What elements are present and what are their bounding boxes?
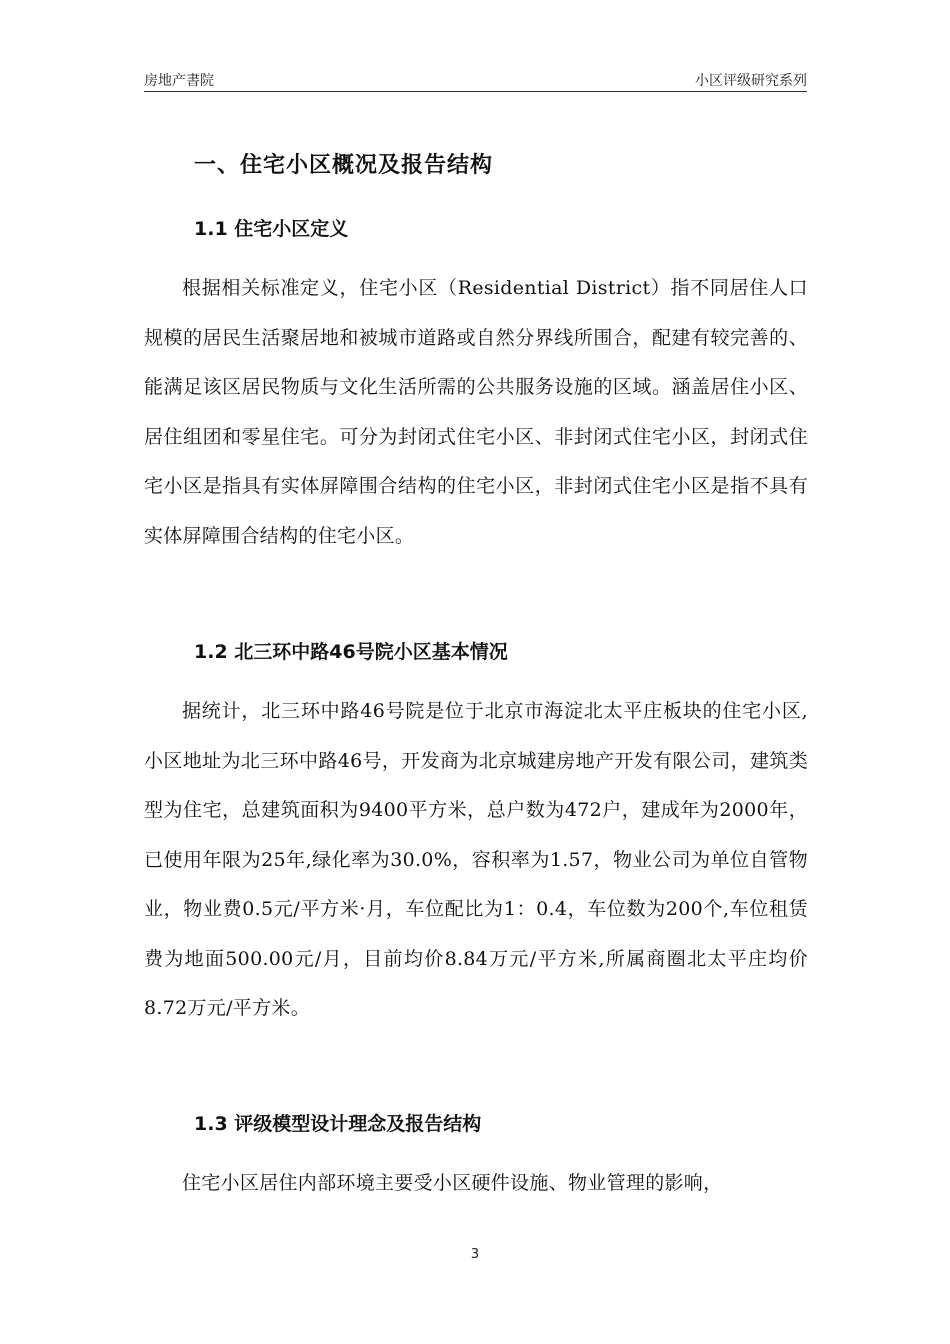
- paragraph-1-1: 根据相关标准定义，住宅小区（Residential District）指不同居住人口规模的居民生活聚居地和被城市道路或自然分界线所围合，配建有较完善的、能满足该区居民物质与文化生活所需的公共服务设施的区域。涵盖居住小区、居住组团和零星住宅。可分为封闭式住宅小区、非封闭式住宅小区，封闭式住宅小区是指具有实体屏障围合结构的住宅小区，非封闭式住宅小区是指不具有实体屏障围合结构的住宅小区。: [144, 277, 808, 547]
- header-right-label: 小区评级研究系列: [695, 73, 807, 89]
- paragraph-1-2: 据统计，北三环中路46号院是位于北京市海淀北太平庄板块的住宅小区,小区地址为北三环中路46号，开发商为北京城建房地产开发有限公司，建筑类型为住宅，总建筑面积为9400平方米，总户数为472户，建成年为2000年，已使用年限为25年,绿化率为30.0%，容积率为1.57，物业公司为单位自管物业，物业费0.5元/平方米·月，车位配比为1：0.4，车位数为200个,车位租赁费为地面500.00元/月，目前均价8.84万元/平方米,所属商圈北太平庄均价8.72万元/平方米。: [144, 700, 808, 1019]
- heading-1-2: 1.2 北三环中路46号院小区基本情况: [194, 641, 508, 663]
- page-header: [144, 70, 807, 88]
- header-divider: [144, 91, 807, 92]
- section-title: 一、住宅小区概况及报告结构: [194, 153, 494, 178]
- header-left-label: 房地产書院: [144, 73, 214, 89]
- heading-1-1: 1.1 住宅小区定义: [194, 218, 349, 240]
- heading-1-3: 1.3 评级模型设计理念及报告结构: [194, 1113, 482, 1135]
- paragraph-1-3: 住宅小区居住内部环境主要受小区硬件设施、物业管理的影响，: [182, 1172, 723, 1194]
- page-number: 3: [470, 1247, 480, 1262]
